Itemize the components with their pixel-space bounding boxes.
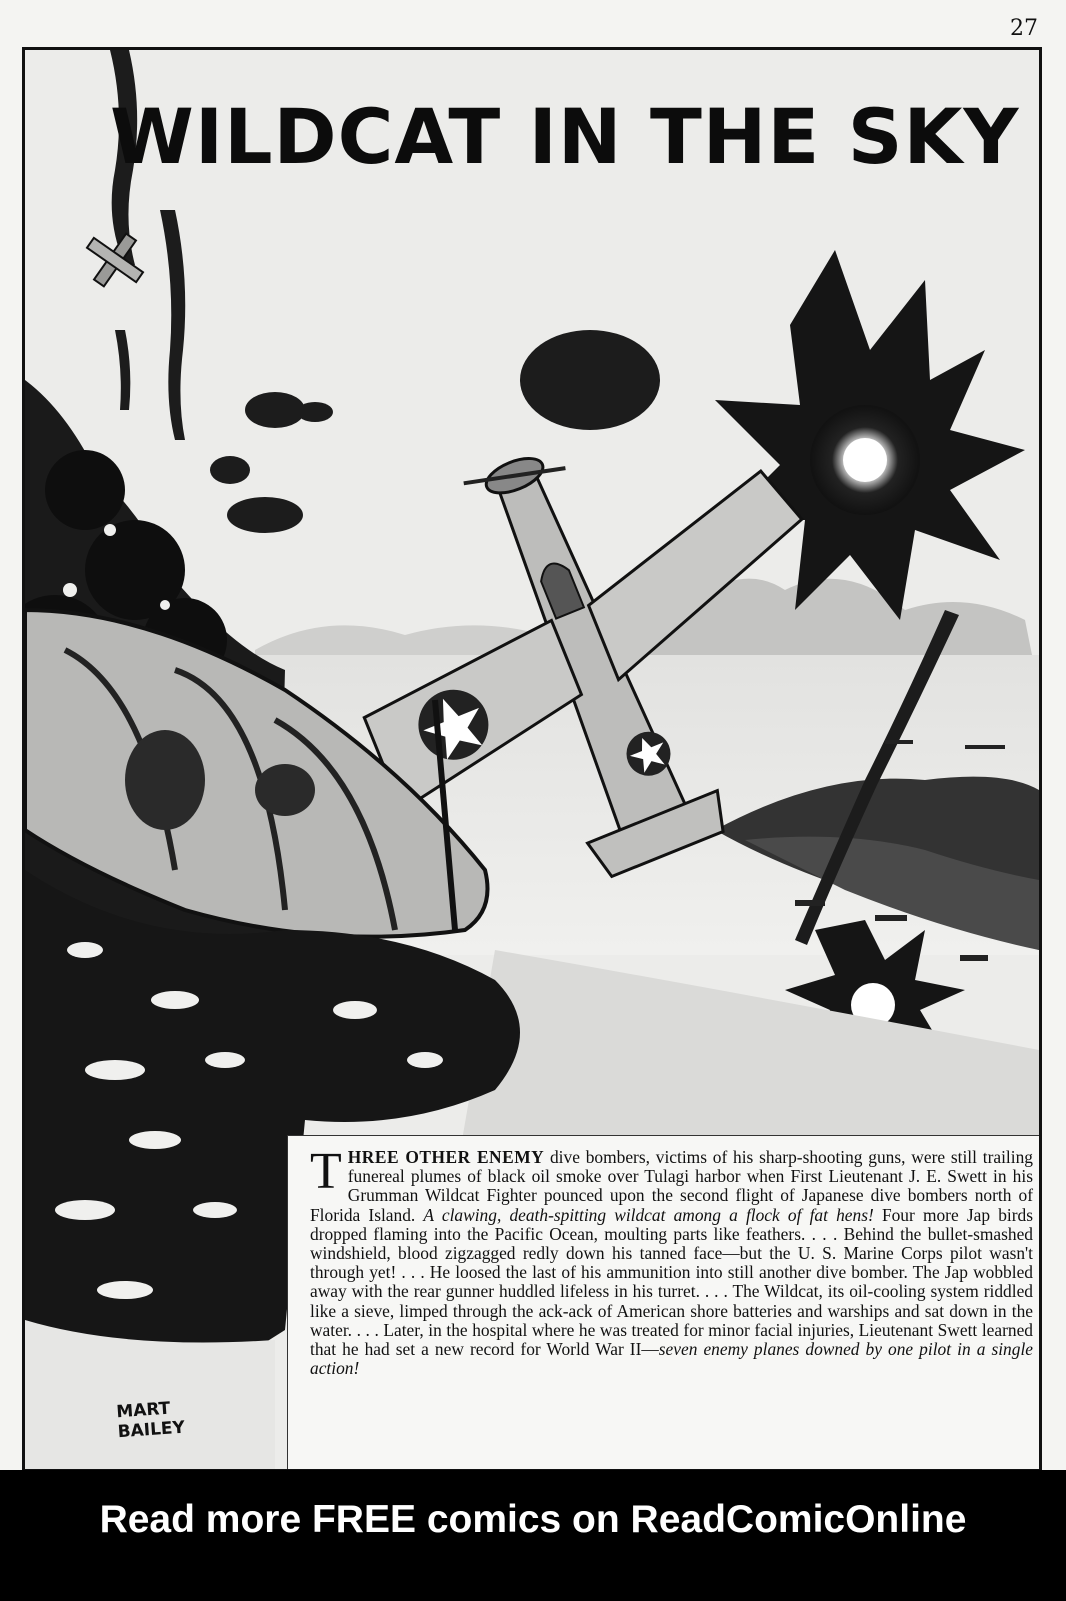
warship (795, 900, 825, 906)
signature-line-2: BAILEY (117, 1417, 186, 1443)
promo-banner[interactable] (0, 1470, 1066, 1601)
promo-text[interactable]: Read more FREE comics on ReadComicOnline (99, 1498, 967, 1541)
signature-line-1: MART (115, 1398, 171, 1423)
drop-cap: T (310, 1143, 342, 1200)
caption-name: First Lieutenant J. E. Swett (790, 1166, 987, 1187)
caption-text-3: Four more Jap birds dropped flaming into the Pacific Ocean, moulting parts like feathers. . . . Behind the bullet-smashed windshield, blood zigzagged redly down his tanned face—but the U. S. Marine Corps pilot wasn't through yet! . . . He loosed the last of his ammunition into still another dive bomber. The Jap wobbled away with the rear gunner huddled lifeless in his turret. . . . The Wildcat, its oil-cooling system riddled like a sieve, limped through the ack-ack of American shore batteries and warships and sat down in the water. . . . Later, in the hospital where he was treated for minor facial injuries, Lieutenant Swett learned that he had set a new record for World War II— (310, 1204, 1033, 1360)
caption-italic-2: seven enemy planes downed by one pilot in a single action! (310, 1339, 1033, 1379)
caption-paragraph (310, 1143, 1033, 1379)
story-caption (287, 1135, 1042, 1472)
pilot (125, 730, 205, 830)
caption-text-2: in his Grumman Wildcat Fighter pounced upon the second flight of Japanese dive bombers north of Florida Island. (310, 1166, 1033, 1225)
caption-lead: HREE OTHER ENEMY (347, 1147, 545, 1167)
illustration-panel (22, 47, 1042, 1472)
caption-text-1: dive bombers, victims of his sharp-shooting guns, were still trailing funereal plumes of black oil smoke over Tulagi harbor when (347, 1147, 1033, 1187)
artist-signature (116, 1398, 186, 1443)
page-number: 27 (1010, 16, 1038, 41)
caption-italic-1: A clawing, death-spitting wildcat among a flock of fat hens! (423, 1204, 874, 1225)
smoke-cloud (520, 330, 660, 430)
page-title: WILDCAT IN THE SKY (110, 92, 1020, 181)
